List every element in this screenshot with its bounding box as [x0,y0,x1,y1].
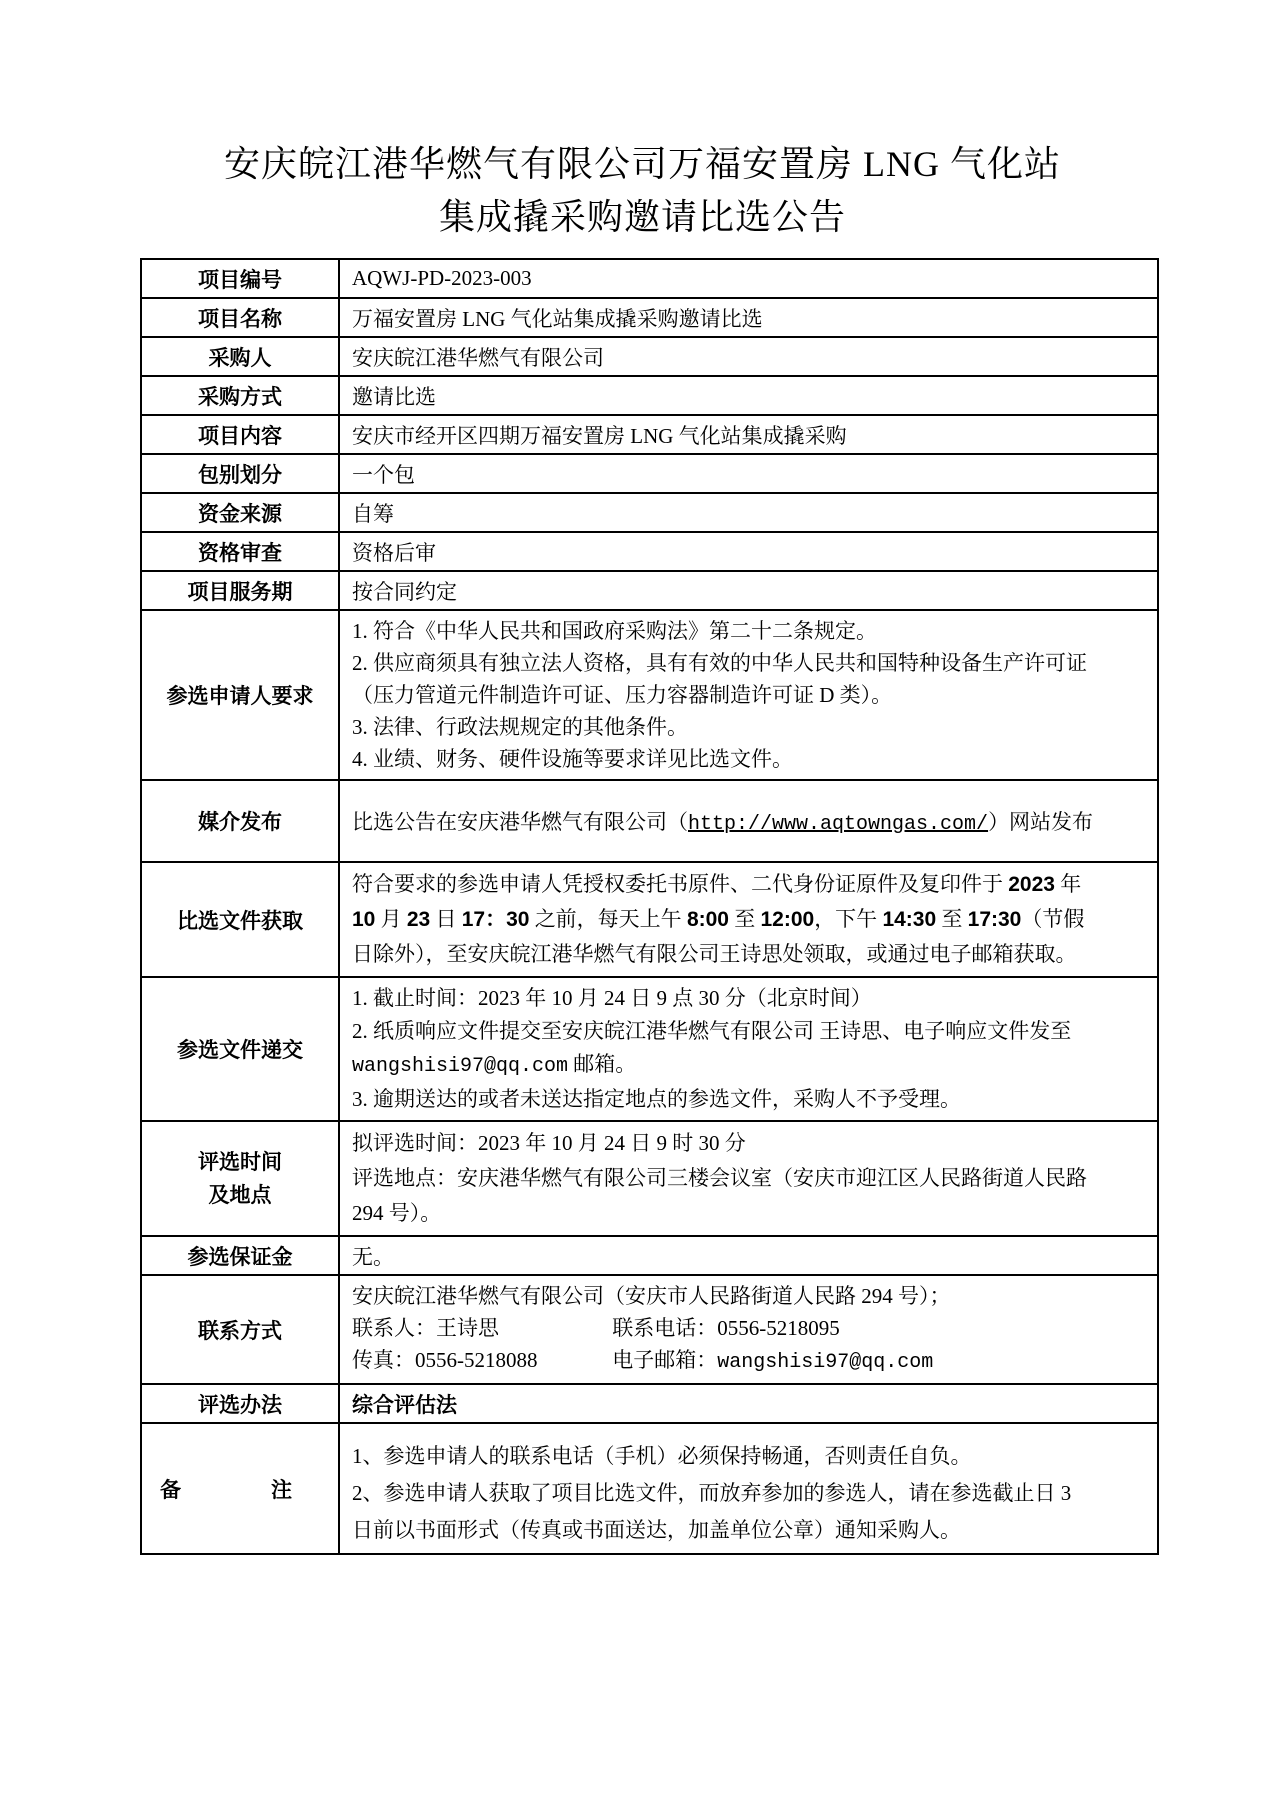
row-project-name [142,297,1157,336]
row-document-obtain [142,861,1157,976]
text-segment: 日 [430,907,462,931]
text-line: 日前以书面形式（传真或书面送达，加盖单位公章）通知采购人。 [352,1518,961,1542]
row-evaluation-method [142,1383,1157,1422]
text-segment: 17：30 [461,908,530,931]
text-segment: 月 [375,907,407,931]
text-segment: 日除外），至安庆皖江港华燃气有限公司王诗思处领取，或通过电子邮箱获取。 [352,942,1077,966]
value-project-number: AQWJ-PD-2023-003 [352,266,532,290]
row-package-division [142,453,1157,492]
contact-email-wrap [612,1348,933,1372]
row-purchaser [142,336,1157,375]
value-deposit: 无。 [352,1244,394,1269]
value-funding-source: 自筹 [352,501,394,526]
text-line: 3. 法律、行政法规规定的其他条件。 [352,715,688,739]
text-segment: 14:30 [882,908,937,931]
submit-email: wangshisi97@qq.com [352,1055,569,1078]
value-project-name: 万福安置房 LNG 气化站集成撬采购邀请比选 [352,306,763,331]
text-segment: 至 [936,907,968,931]
row-applicant-requirements [142,609,1157,779]
contact-phone: 联系电话：0556-5218095 [612,1316,840,1340]
title-line-1: 安庆皖江港华燃气有限公司万福安置房 LNG 气化站 [224,144,1061,184]
contact-fax: 传真：0556-5218088 [352,1348,538,1372]
text-line: 4. 业绩、财务、硬件设施等要求详见比选文件。 [352,747,793,771]
label-remark-char-1: 备 [160,1478,181,1502]
label-purchaser: 采购人 [142,338,340,375]
contact-person-phone [352,1312,1145,1344]
label-document-obtain: 比选文件获取 [142,863,340,976]
row-funding-source [142,492,1157,531]
text-segment: 12:00 [760,908,815,931]
title-line-2: 集成撬采购邀请比选公告 [438,197,846,237]
contact-fax-email [352,1344,1145,1379]
text-segment: ，下午 [814,907,883,931]
text-line [352,982,1145,1015]
row-deposit [142,1235,1157,1274]
value-purchaser: 安庆皖江港华燃气有限公司 [352,345,604,370]
media-text: 比选公告在安庆港华燃气有限公司（ [352,810,688,834]
text-segment: （节假 [1021,907,1085,931]
value-package-division: 一个包 [352,462,415,487]
row-qualification-review [142,531,1157,570]
value-document-obtain [340,863,1157,976]
label-funding-source: 资金来源 [142,494,340,531]
contact-address: 安庆皖江港华燃气有限公司（安庆市人民路街道人民路 294 号）； [352,1284,951,1308]
text-line: 2、参选申请人获取了项目比选文件，而放弃参加的参选人，请在参选截止日 3 [352,1481,1072,1505]
text-segment: 23 [406,908,431,931]
text-segment: 符合要求的参选申请人凭授权委托书原件、二代身份证原件及复印件于 [352,872,1009,896]
value-qualification-review: 资格后审 [352,540,436,565]
text-line: （压力管道元件制造许可证、压力容器制造许可证 D 类）。 [352,683,893,707]
media-url-link[interactable]: http://www.aqtowngas.com/ [688,813,989,836]
procurement-table [140,258,1159,1555]
label-contact: 联系方式 [142,1276,340,1383]
text-segment: 1. 截止时间：2023 年 10 月 24 日 9 点 30 分（北京时间） [352,986,872,1010]
label-line: 评选时间 [198,1150,282,1174]
text-segment: 年 [1054,872,1082,896]
contact-person: 联系人：王诗思 [352,1316,499,1340]
label-project-name: 项目名称 [142,299,340,336]
label-project-content: 项目内容 [142,416,340,453]
text-line: 2. 供应商须具有独立法人资格，具有有效的中华人民共和国特种设备生产许可证 [352,651,1087,675]
label-evaluation-time-place [142,1122,340,1235]
row-contact [142,1274,1157,1383]
contact-email: wangshisi97@qq.com [717,1351,934,1374]
row-project-content [142,414,1157,453]
text-line [352,806,1145,836]
text-segment: 2023 [1008,873,1055,896]
value-evaluation-time-place [340,1122,1157,1235]
text-segment: 2. 纸质响应文件提交至安庆皖江港华燃气有限公司 王诗思、电子响应文件发至 [352,1019,1072,1043]
media-text: ）网站发布 [988,810,1094,834]
label-line: 及地点 [208,1183,272,1207]
label-media-release: 媒介发布 [142,781,340,861]
value-document-submit [340,978,1157,1120]
row-evaluation-time-place [142,1120,1157,1235]
text-line: 评选地点：安庆港华燃气有限公司三楼会议室（安庆市迎江区人民路街道人民路 [352,1166,1087,1190]
row-media-release [142,779,1157,861]
row-document-submit [142,976,1157,1120]
value-evaluation-method: 综合评估法 [352,1393,457,1417]
text-segment: 3. 逾期送达的或者未送达指定地点的参选文件，采购人不予受理。 [352,1087,961,1111]
label-remark [142,1424,340,1553]
document-title [0,138,1285,244]
text-segment: 至 [728,907,761,931]
label-service-period: 项目服务期 [142,572,340,609]
text-line [352,867,1145,902]
text-line [352,1048,1145,1083]
text-line: 1、参选申请人的联系电话（手机）必须保持畅通，否则责任自负。 [352,1444,972,1468]
text-segment: 邮箱。 [568,1052,637,1076]
value-applicant-requirements [340,611,1157,779]
text-line [352,937,1145,972]
value-remark [340,1424,1157,1553]
row-project-number [142,260,1157,297]
label-deposit: 参选保证金 [142,1237,340,1274]
row-procurement-method [142,375,1157,414]
label-qualification-review: 资格审查 [142,533,340,570]
text-segment: 17:30 [967,908,1022,931]
label-evaluation-method: 评选办法 [142,1385,340,1422]
text-segment: 之前，每天上午 [529,907,687,931]
value-service-period: 按合同约定 [352,579,457,604]
text-segment: 10 [352,908,376,931]
label-document-submit: 参选文件递交 [142,978,340,1120]
text-segment: 8:00 [686,908,729,931]
label-package-division: 包别划分 [142,455,340,492]
text-line: 1. 符合《中华人民共和国政府采购法》第二十二条规定。 [352,619,877,643]
value-media-release [340,781,1157,861]
text-line [352,1083,1145,1116]
text-segment: 电子邮箱： [612,1348,718,1372]
row-remark [142,1422,1157,1553]
row-service-period [142,570,1157,609]
label-remark-char-2: 注 [271,1478,292,1502]
value-project-content: 安庆市经开区四期万福安置房 LNG 气化站集成撬采购 [352,423,847,448]
label-procurement-method: 采购方式 [142,377,340,414]
value-contact [340,1276,1157,1383]
text-line: 294 号）。 [352,1201,442,1225]
label-project-number: 项目编号 [142,260,340,297]
text-line: 拟评选时间：2023 年 10 月 24 日 9 时 30 分 [352,1131,746,1155]
text-line [352,902,1145,937]
value-procurement-method: 邀请比选 [352,384,436,409]
label-applicant-requirements: 参选申请人要求 [142,611,340,779]
text-line [352,1015,1145,1048]
